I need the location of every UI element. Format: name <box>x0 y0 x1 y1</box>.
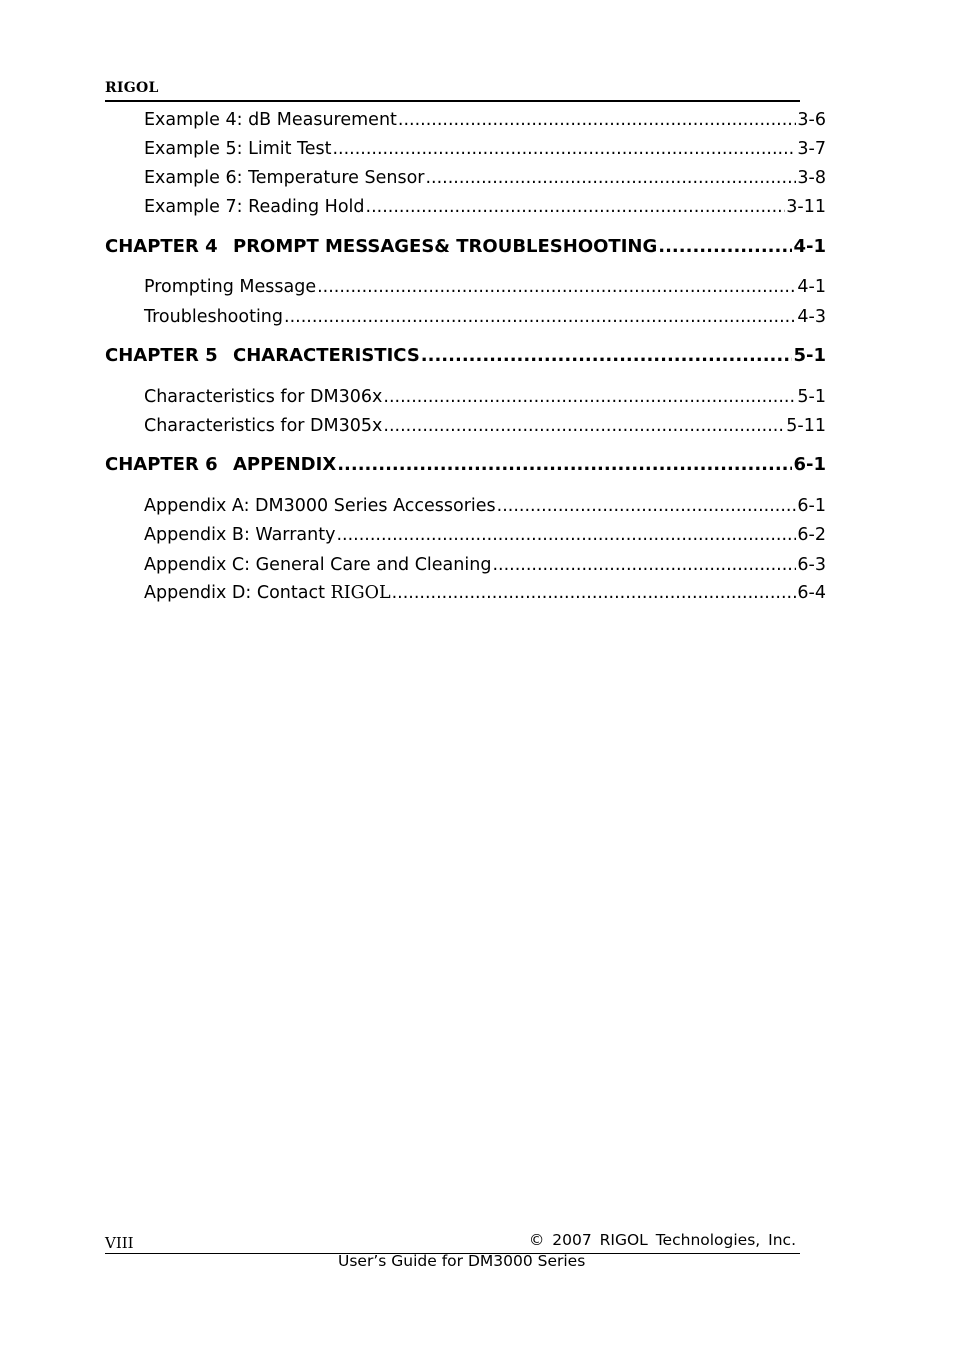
toc-page-number: 4-3 <box>797 307 826 327</box>
toc-chapter-number: CHAPTER 5 <box>105 345 218 366</box>
toc-entry[interactable] <box>144 387 826 407</box>
toc-label-text: APPENDIX <box>233 454 337 475</box>
header-divider <box>105 100 800 102</box>
toc-entry[interactable] <box>144 168 826 188</box>
toc-page-number: 6-1 <box>793 454 826 475</box>
toc-label <box>144 110 397 130</box>
toc-label <box>144 307 283 327</box>
guide-title: User’s Guide for DM3000 Series <box>338 1252 586 1270</box>
toc-label <box>144 555 491 575</box>
toc-page-number: 3-11 <box>786 197 826 217</box>
toc-page-number: 5-1 <box>793 345 826 366</box>
copyright-notice: © 2007 RIGOL Technologies, Inc. <box>528 1231 796 1249</box>
toc-entry[interactable] <box>144 139 826 159</box>
toc-page-number: 3-7 <box>797 139 826 159</box>
toc-entry[interactable] <box>144 416 826 436</box>
toc-chapter[interactable] <box>105 454 826 475</box>
toc-entry[interactable] <box>144 277 826 297</box>
toc-leader-dots <box>398 110 797 130</box>
toc-page-number: 6-4 <box>797 583 826 603</box>
toc-leader-dots <box>332 139 796 159</box>
toc-page-number: 6-3 <box>797 555 826 575</box>
toc-leader-dots <box>366 197 786 217</box>
toc-label <box>144 583 391 603</box>
toc-leader-dots <box>337 454 792 475</box>
toc-chapter[interactable] <box>105 236 826 257</box>
page-number: VIII <box>105 1234 134 1252</box>
toc-entry[interactable] <box>144 496 826 516</box>
toc-label <box>144 139 331 159</box>
toc-label-text: Appendix B: Warranty <box>144 525 336 545</box>
toc-leader-dots <box>492 555 796 575</box>
toc-label-text: CHARACTERISTICS <box>233 345 420 366</box>
toc-label-text: Characteristics for DM305x <box>144 416 383 436</box>
toc-entry[interactable] <box>144 583 826 603</box>
toc-leader-dots <box>392 583 797 603</box>
toc-page-number: 4-1 <box>793 236 826 257</box>
toc-leader-dots <box>425 168 796 188</box>
toc-label-text: Appendix A: DM3000 Series Accessories <box>144 496 496 516</box>
toc-label <box>144 197 365 217</box>
toc-label <box>144 168 424 188</box>
toc-entry[interactable] <box>144 525 826 545</box>
toc-page-number: 5-11 <box>786 416 826 436</box>
toc-label-text: Prompting Message <box>144 277 317 297</box>
toc-label-text: Troubleshooting <box>144 307 284 327</box>
toc-entry[interactable] <box>144 555 826 575</box>
toc-entry[interactable] <box>144 197 826 217</box>
toc-chapter-number: CHAPTER 4 <box>105 236 218 257</box>
toc-page-number: 3-6 <box>797 110 826 130</box>
toc-label-text: Example 7: Reading Hold <box>144 197 365 217</box>
toc-label-text: Example 5: Limit Test <box>144 139 332 159</box>
toc-label-text: Appendix C: General Care and Cleaning <box>144 555 492 575</box>
toc-leader-dots <box>383 416 785 436</box>
toc-label <box>233 454 336 475</box>
toc-chapter[interactable] <box>105 345 826 366</box>
toc-label <box>144 416 382 436</box>
toc-label <box>144 525 335 545</box>
toc-page-number: 6-2 <box>797 525 826 545</box>
toc-leader-dots <box>658 236 792 257</box>
toc-page-number: 6-1 <box>797 496 826 516</box>
toc-entry[interactable] <box>144 110 826 130</box>
toc-leader-dots <box>383 387 796 407</box>
toc-label <box>233 236 657 257</box>
toc-label <box>144 277 316 297</box>
toc-label <box>233 345 420 366</box>
toc-entry[interactable] <box>144 307 826 327</box>
toc-leader-dots <box>421 345 793 366</box>
toc-page-number: 5-1 <box>797 387 826 407</box>
toc-label-text: Appendix D: Contact <box>144 583 331 603</box>
toc-label-text: PROMPT MESSAGES& TROUBLESHOOTING <box>233 236 658 257</box>
toc-label <box>144 496 496 516</box>
toc-leader-dots <box>497 496 797 516</box>
toc-page-number: 4-1 <box>797 277 826 297</box>
toc-page-number: 3-8 <box>797 168 826 188</box>
toc-label-text: Example 4: dB Measurement <box>144 110 397 130</box>
toc-leader-dots <box>336 525 796 545</box>
toc-label-text: Example 6: Temperature Sensor <box>144 168 425 188</box>
toc-chapter-number: CHAPTER 6 <box>105 454 218 475</box>
toc-label-text: Characteristics for DM306x <box>144 387 383 407</box>
toc-leader-dots <box>284 307 796 327</box>
toc-leader-dots <box>317 277 796 297</box>
header-brand: RIGOL <box>105 80 159 96</box>
toc-label <box>144 387 382 407</box>
toc-label-brand: RIGOL <box>330 583 391 603</box>
